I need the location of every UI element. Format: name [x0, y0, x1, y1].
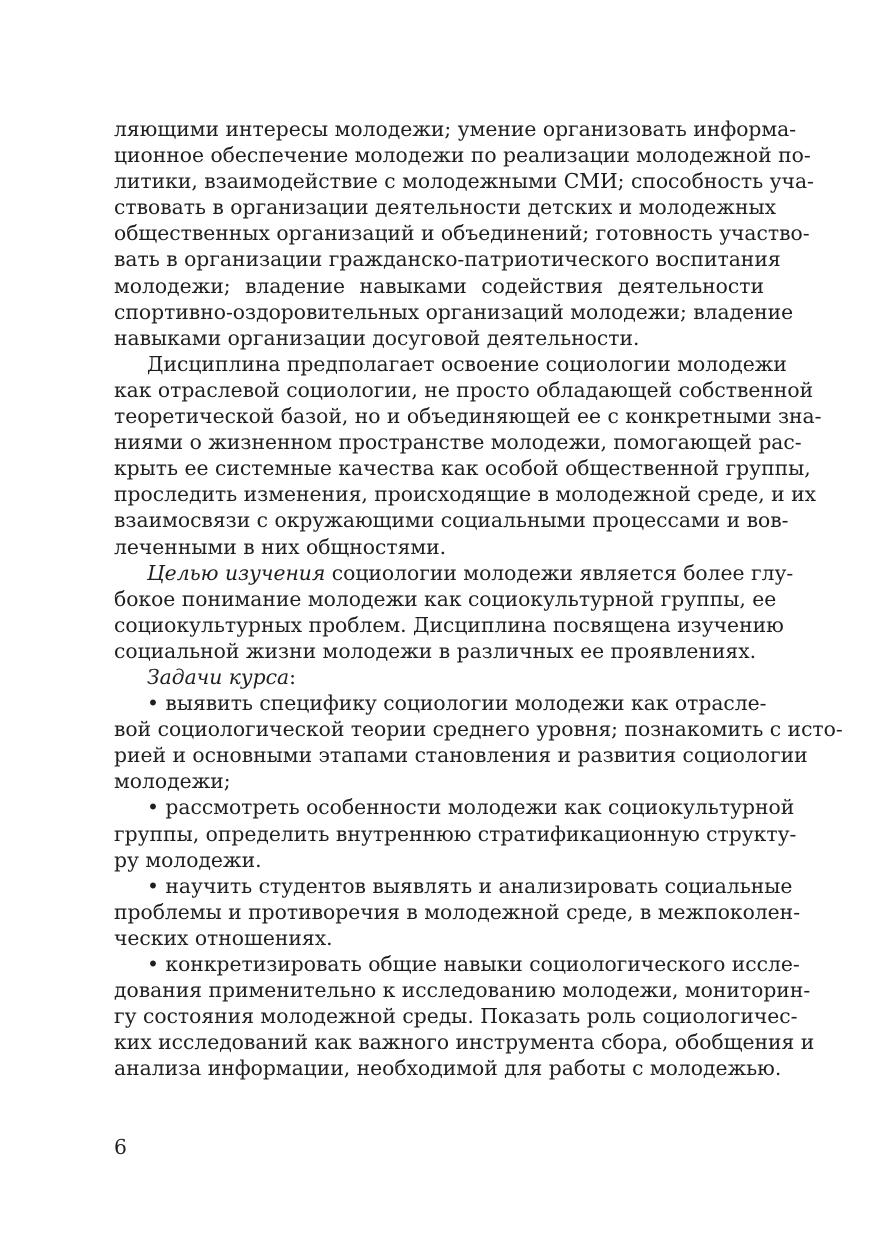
- text-line: • научить студентов выявлять и анализировать социальные: [147, 873, 793, 898]
- text-line: дования применительно к исследованию молодежи, мониторин-: [114, 978, 811, 1003]
- text-line: • рассмотреть особенности молодежи как социокультурной: [147, 795, 795, 820]
- bullet-item: [114, 951, 815, 1081]
- text-line: бокое понимание молодежи как социокультурной группы, ее: [114, 586, 777, 611]
- text-line: проблемы и противоречия в молодежной среде, в межпоколен-: [114, 899, 801, 924]
- tasks-italic-lead: Задачи курса: [147, 664, 290, 689]
- bullet-item: [114, 690, 843, 794]
- text-line: спортивно-оздоровительных организаций молодежи; владение: [114, 299, 794, 324]
- text-line: молодежи; владение навыками содействия деятельности: [114, 273, 764, 298]
- text-line: • выявить специфику социологии молодежи как отрасле-: [147, 691, 767, 716]
- paragraph-continuation: [114, 116, 814, 351]
- text-line: ляющими интересы молодежи; умение организовать информа-: [114, 117, 797, 141]
- text-line: социокультурных проблем. Дисциплина посвящена изучению: [114, 612, 784, 637]
- text-line: вой социологической теории среднего уровня; познакомить с исто-: [114, 717, 843, 742]
- text-line: ру молодежи.: [114, 847, 262, 872]
- paragraph-goal: [114, 560, 794, 664]
- text-line: вать в организации гражданско-патриотического воспитания: [114, 247, 781, 272]
- text-line: [114, 664, 764, 690]
- text-line: молодежи;: [114, 769, 231, 794]
- text-line: леченными в них общностями.: [114, 534, 447, 559]
- text-line: как отраслевой социологии, не просто обладающей собственной: [114, 377, 814, 402]
- text-line: Дисциплина предполагает освоение социологии молодежи: [147, 351, 787, 376]
- text-line: литики, взаимодействие с молодежными СМИ; способность уча-: [114, 169, 814, 194]
- text-line: [114, 560, 794, 586]
- text-line: ниями о жизненном пространстве молодежи, помогающей рас-: [114, 430, 802, 455]
- text-line: ционное обеспечение молодежи по реализации молодежной по-: [114, 143, 811, 168]
- goal-line-rest: социологии молодежи является более глу-: [325, 560, 794, 585]
- body-text: [114, 116, 843, 1081]
- goal-italic-lead: Целью изучения: [147, 560, 326, 585]
- text-line: гу состояния молодежной среды. Показать роль социологичес-: [114, 1004, 798, 1029]
- tasks-colon: :: [289, 664, 296, 689]
- paragraph-discipline: [114, 351, 822, 560]
- text-line: теоретической базой, но и объединяющей ее с конкретными зна-: [114, 404, 822, 429]
- text-line: ких исследований как важного инструмента сбора, обобщения и: [114, 1030, 815, 1055]
- text-line: общественных организаций и объединений; готовность участво-: [114, 221, 810, 246]
- text-line: проследить изменения, происходящие в молодежной среде, и их: [114, 482, 817, 507]
- text-line: анализа информации, необходимой для работы с молодежью.: [114, 1056, 782, 1081]
- page-number: 6: [114, 1135, 127, 1159]
- text-line: рией и основными этапами становления и развития социологии: [114, 743, 808, 768]
- paragraph-tasks-heading: [114, 664, 764, 690]
- text-line: группы, определить внутреннюю стратификационную структу-: [114, 821, 797, 846]
- text-line: • конкретизировать общие навыки социологического иссле-: [147, 952, 800, 976]
- bullet-item: [114, 873, 801, 951]
- bullet-item: [114, 794, 797, 872]
- text-line: ческих отношениях.: [114, 925, 333, 950]
- text-line: ствовать в организации деятельности детских и молодежных: [114, 195, 777, 220]
- text-line: взаимосвязи с окружающими социальными процессами и вов-: [114, 508, 789, 533]
- text-line: социальной жизни молодежи в различных ее проявлениях.: [114, 638, 757, 663]
- text-line: крыть ее системные качества как особой общественной группы,: [114, 456, 811, 481]
- text-line: навыками организации досуговой деятельности.: [114, 325, 640, 350]
